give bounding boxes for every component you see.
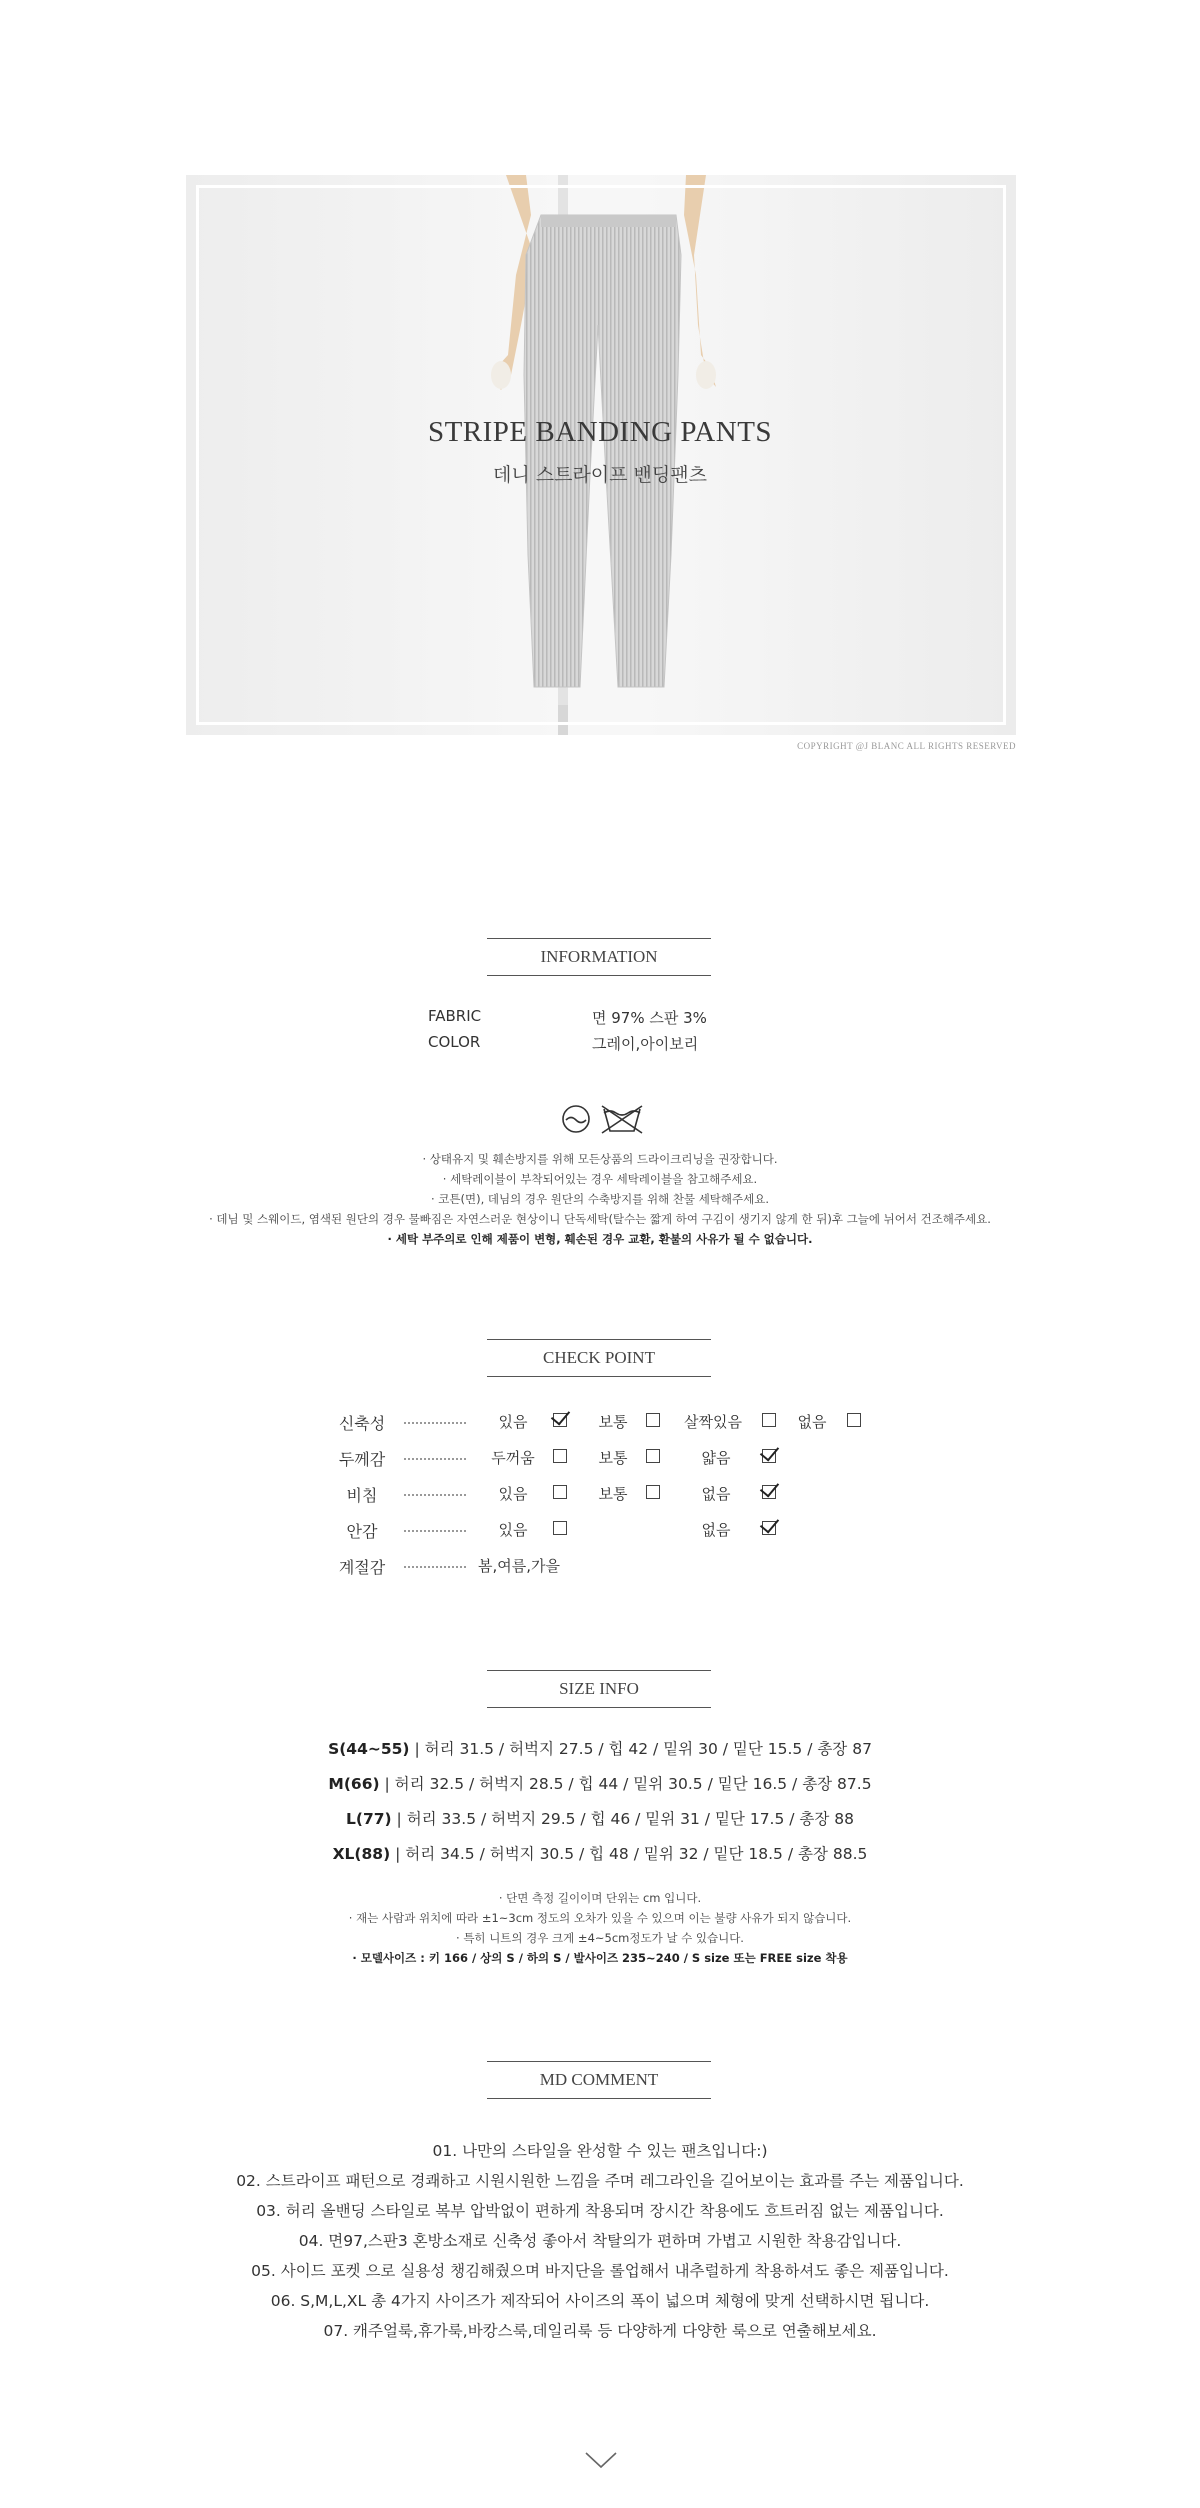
color-value: 그레이,아이보리 <box>592 1035 699 1053</box>
size-row <box>0 1842 1200 1864</box>
md-comment-heading: MD COMMENT <box>487 2061 711 2099</box>
cp-option: 없음 <box>701 1521 731 1539</box>
cp-option: 없음 <box>701 1485 731 1503</box>
size-name: XL(88) <box>332 1845 391 1863</box>
size-separator: | <box>391 1810 407 1828</box>
checkbox <box>553 1485 567 1499</box>
care-note: · 코튼(면), 데님의 경우 원단의 수축방지를 위해 찬물 세탁해주세요. <box>430 1192 769 1206</box>
size-name: M(66) <box>328 1775 380 1793</box>
md-comment-line: 03. 허리 올밴딩 스타일로 복부 압박없이 편하게 착용되며 장시간 착용에도 흐트러짐 없는 제품입니다. <box>256 2202 944 2220</box>
size-detail: 허리 34.5 / 허벅지 30.5 / 힙 48 / 밑위 32 / 밑단 18.5 / 총장 88.5 <box>405 1845 868 1863</box>
checkbox <box>646 1413 660 1427</box>
dotted-leader <box>404 1494 466 1498</box>
chevron-down-icon <box>584 2450 618 2470</box>
md-comment-line: 07. 캐주얼룩,휴가룩,바캉스룩,데일리룩 등 다양하게 다양한 룩으로 연출해보세요. <box>323 2322 877 2340</box>
model-size-note: · 모델사이즈 : 키 166 / 상의 S / 하의 S / 발사이즈 235~240 / S size 또는 FREE size 착용 <box>352 1951 848 1965</box>
cp-option: 없음 <box>797 1413 827 1431</box>
hand-wash-icon <box>563 1106 589 1132</box>
cp-option: 보통 <box>598 1413 628 1431</box>
cp-option: 있음 <box>498 1485 528 1503</box>
size-row <box>0 1737 1200 1759</box>
size-note: · 특히 니트의 경우 크게 ±4~5cm정도가 날 수 있습니다. <box>456 1931 744 1945</box>
checkbox-checked <box>762 1449 776 1463</box>
checkbox <box>646 1485 660 1499</box>
checkbox <box>553 1449 567 1463</box>
fabric-value: 면 97% 스판 3% <box>592 1009 707 1027</box>
care-warning: · 세탁 부주의로 인해 제품이 변형, 훼손된 경우 교환, 환불의 사유가 될 수 없습니다. <box>387 1232 813 1246</box>
size-note: · 단면 측정 길이이며 단위는 cm 입니다. <box>498 1891 702 1905</box>
dotted-leader <box>404 1530 466 1534</box>
dotted-leader <box>404 1458 466 1462</box>
cp-label-thickness: 두께감 <box>338 1450 386 1469</box>
md-comment-line: 04. 면97,스판3 혼방소재로 신축성 좋아서 착탈의가 편하며 가볍고 시원한 착용감입니다. <box>298 2232 902 2250</box>
care-note: · 데님 및 스웨이드, 염색된 원단의 경우 물빠짐은 자연스러운 현상이니 단독세탁(탈수는 짧게 하여 구김이 생기지 않게 한 뒤)후 그늘에 뉘어서 건조해주세요. <box>209 1212 991 1226</box>
cp-option: 보통 <box>598 1485 628 1503</box>
size-detail: 허리 33.5 / 허벅지 29.5 / 힙 46 / 밑위 31 / 밑단 17.5 / 총장 88 <box>406 1810 855 1828</box>
size-separator: | <box>379 1775 395 1793</box>
size-detail: 허리 31.5 / 허벅지 27.5 / 힙 42 / 밑위 30 / 밑단 15.5 / 총장 87 <box>424 1740 872 1758</box>
cp-option: 있음 <box>498 1413 528 1431</box>
size-detail: 허리 32.5 / 허벅지 28.5 / 힙 44 / 밑위 30.5 / 밑단 16.5 / 총장 87.5 <box>394 1775 872 1793</box>
dotted-leader <box>404 1566 466 1570</box>
size-separator: | <box>390 1845 406 1863</box>
md-comment-line: 06. S,M,L,XL 총 4가지 사이즈가 제작되어 사이즈의 폭이 넓으며 체형에 맞게 선택하시면 됩니다. <box>270 2292 930 2310</box>
color-label: COLOR <box>428 1033 481 1051</box>
cp-option: 있음 <box>498 1521 528 1539</box>
size-row <box>0 1772 1200 1794</box>
cp-label-season: 계절감 <box>338 1558 386 1577</box>
cp-label-stretch: 신축성 <box>338 1414 386 1433</box>
care-note: · 상태유지 및 훼손방지를 위해 모든상품의 드라이크리닝을 권장합니다. <box>422 1152 778 1166</box>
size-row <box>0 1807 1200 1829</box>
checkbox <box>646 1449 660 1463</box>
care-note: · 세탁레이블이 부착되어있는 경우 세탁레이블을 참고해주세요. <box>442 1172 758 1186</box>
cp-option: 두꺼움 <box>491 1449 535 1467</box>
size-info-heading: SIZE INFO <box>487 1670 711 1708</box>
no-machine-wash-icon <box>602 1106 642 1133</box>
fabric-label: FABRIC <box>428 1007 482 1025</box>
checkbox <box>553 1521 567 1535</box>
product-title-en: STRIPE BANDING PANTS <box>427 416 773 448</box>
size-note: · 재는 사람과 위치에 따라 ±1~3cm 정도의 오차가 있을 수 있으며 이는 불량 사유가 되지 않습니다. <box>348 1911 852 1925</box>
md-comment-line: 01. 나만의 스타일을 완성할 수 있는 팬츠입니다:) <box>432 2142 768 2160</box>
check-point-heading: CHECK POINT <box>487 1339 711 1377</box>
information-heading: INFORMATION <box>487 938 711 976</box>
care-icons <box>562 1103 644 1135</box>
cp-option: 살짝있음 <box>684 1413 742 1431</box>
checkbox-checked <box>762 1485 776 1499</box>
checkbox <box>762 1413 776 1427</box>
season-value: 봄,여름,가을 <box>478 1557 560 1575</box>
size-name: L(77) <box>345 1810 392 1828</box>
copyright-text: COPYRIGHT @J BLANC ALL RIGHTS RESERVED <box>797 741 1016 751</box>
hero-image <box>186 175 1016 735</box>
cp-option: 얇음 <box>701 1449 731 1467</box>
md-comment-line: 05. 사이드 포켓 으로 실용성 챙김해줬으며 바지단을 롤업해서 내추럴하게 착용하셔도 좋은 제품입니다. <box>251 2262 949 2280</box>
checkbox-checked <box>762 1521 776 1535</box>
md-comment-line: 02. 스트라이프 패턴으로 경쾌하고 시원시원한 느낌을 주며 레그라인을 길어보이는 효과를 주는 제품입니다. <box>236 2172 964 2190</box>
checkbox-checked <box>553 1413 567 1427</box>
size-name: S(44~55) <box>328 1740 410 1758</box>
cp-label-sheerness: 비침 <box>346 1486 378 1505</box>
checkbox <box>847 1413 861 1427</box>
dotted-leader <box>404 1422 466 1426</box>
cp-label-lining: 안감 <box>346 1522 378 1541</box>
product-title-ko: 데니 스트라이프 밴딩팬츠 <box>493 464 707 486</box>
size-separator: | <box>409 1740 425 1758</box>
cp-option: 보통 <box>598 1449 628 1467</box>
